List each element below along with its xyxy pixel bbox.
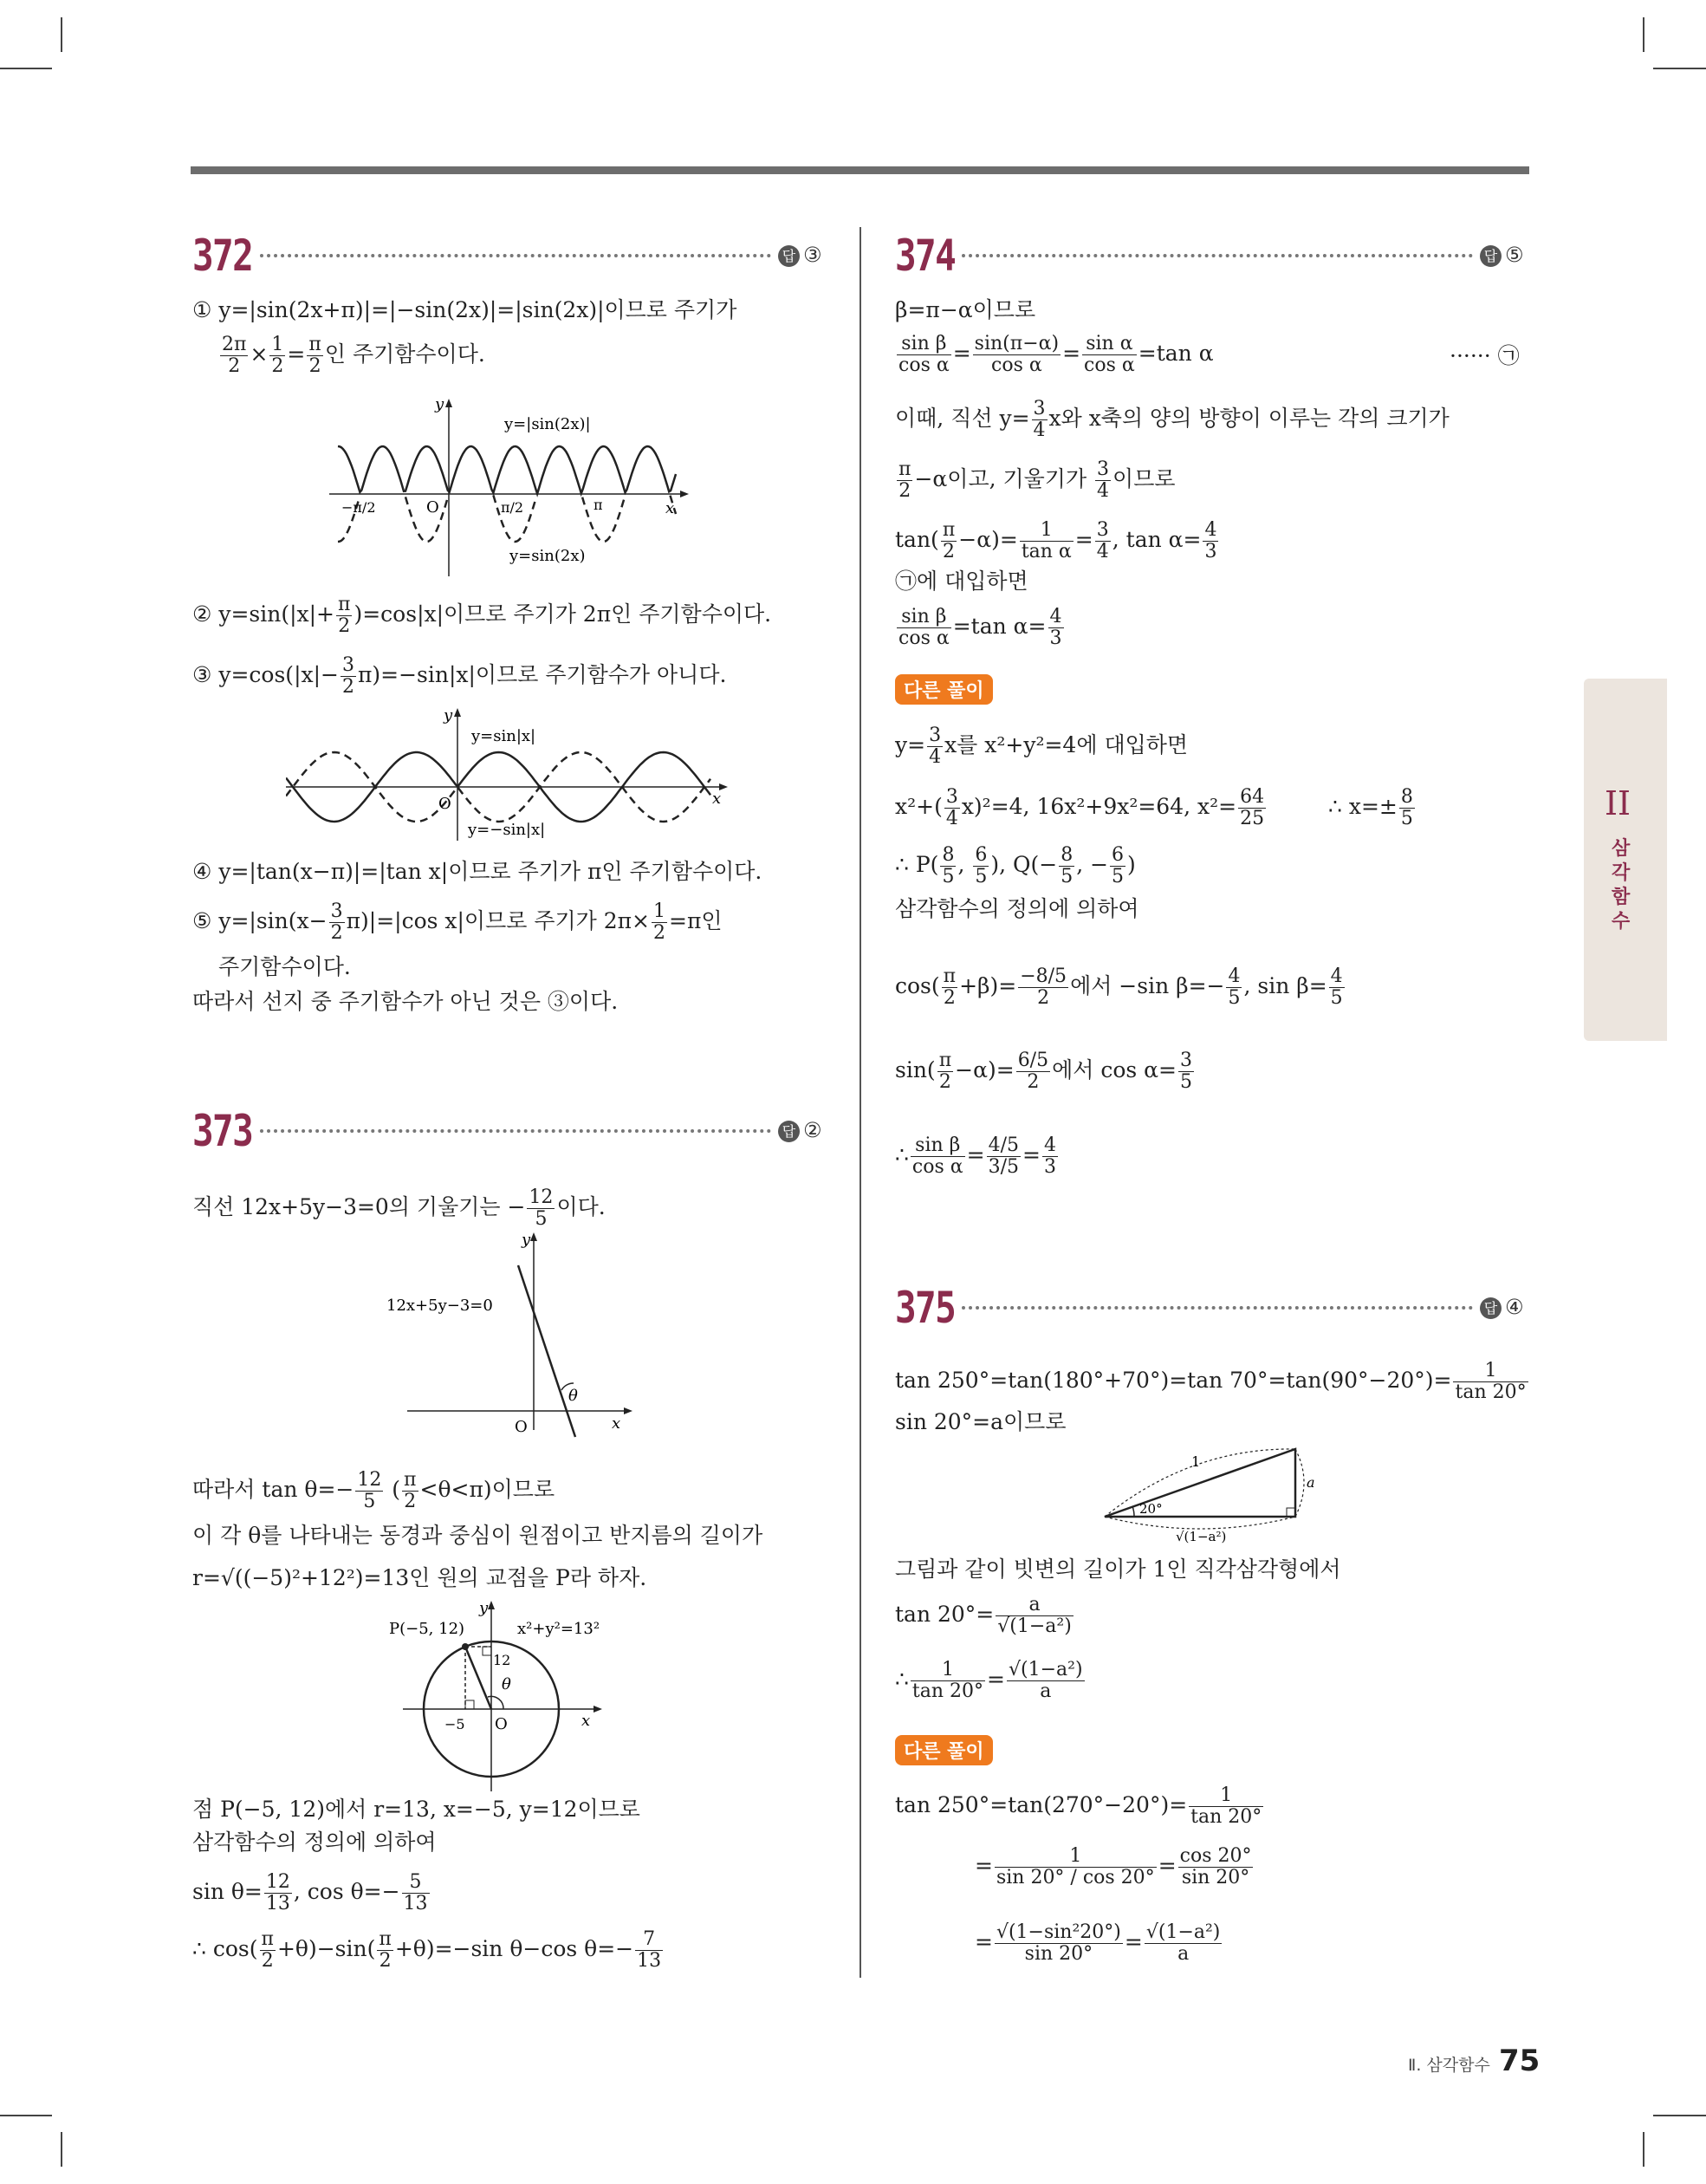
axis-label-x: x [665,499,675,517]
solution-line: 그림과 같이 빗변의 길이가 1인 직각삼각형에서 [895,1557,1341,1582]
column-divider [859,227,861,1978]
axis-label-x: x [712,790,722,808]
crop-mark [0,68,52,69]
solution-line: 주기함수이다. [218,954,351,979]
solution-line: ㉠에 대입하면 [895,569,1028,594]
solution-line: y= $\frac{3}{4}$ x를 x²+y²=4에 대입하면 [895,725,1189,768]
page-number: 75 [1499,2044,1541,2078]
curve-label: y=sin(2x) [509,547,586,565]
point-label: P(−5, 12) [389,1620,465,1638]
solution-line: tan 250°=tan(270°−20°)= $\frac{1}{\tan 20^\circ}$ [895,1784,1262,1828]
line-label: 12x+5y−3=0 [386,1297,493,1315]
axis-label-y: y [435,395,444,413]
circle-label: x²+y²=13² [517,1620,600,1638]
chapter-char: 각 [1612,862,1631,884]
solution-line: 점 P(−5, 12)에서 r=13, x=−5, y=12이므로 [192,1797,640,1822]
chapter-char: 수 [1612,911,1631,933]
length-label: −5 [444,1716,465,1732]
solution-line: $\frac{2\pi}{2}$ × $\frac{1}{2}$ = $\frac{\pi}{2}$ 인 주기함수이다. [222,334,485,377]
solution-line: $\frac{\pi}{2}$ −α이고, 기울기가 $\frac{3}{4}$ 이므로 [898,458,1176,502]
solution-line: tan 20°= $\frac{a}{\text{√(1−a²)}}$ [895,1594,1072,1637]
alt-solution-badge: 다른 풀이 [895,1735,993,1765]
angle-label: 20° [1139,1501,1163,1517]
answer-badge: 답 ⑤ [1480,243,1524,267]
crop-mark [61,2132,62,2167]
graph-sin2x [329,394,693,581]
leader-dots [962,1306,1473,1310]
solution-line: ∴ cos( $\frac{\pi}{2}$ +θ)−sin( $\frac{\pi}{2}$ +θ)=−sin θ−cos θ=− $\frac{7}{13}$ [192,1928,662,1972]
axis-label-x: x [581,1712,591,1730]
axis-label-y: y [479,1599,489,1617]
curve-label: y=|sin(2x)| [504,415,591,433]
graph-sin-abs-x [286,706,736,845]
length-label: 1 [1191,1453,1201,1470]
right-triangle-diagram [1096,1439,1330,1547]
length-label: 12 [493,1652,511,1668]
top-rule [191,166,1529,174]
solution-line: sin θ= $\frac{12}{13}$ , cos θ=− $\frac{5}{13}$ [192,1871,428,1914]
origin-label: O [495,1715,508,1733]
solution-line: ∴ $\frac{1}{\tan 20^\circ}$ = $\frac{\text{√(1−a²)}}{a}$ [895,1659,1083,1702]
answer-badge: 답 ③ [778,243,822,267]
solution-line: 이때, 직선 y= $\frac{3}{4}$ x와 x축의 양의 방향이 이루는 각의 크기가 [895,398,1450,441]
solution-line: β=π−α이므로 [895,297,1036,322]
solution-line: 이 각 θ를 나타내는 동경과 중심이 원점이고 반지름의 길이가 [192,1523,763,1548]
solution-line: = $\frac{1}{\sin 20^\circ / \cos 20^\circ}$ = $\frac{\cos 20^\circ}{\sin 20^\circ}$ [975,1845,1252,1888]
length-label: √(1−a²) [1176,1529,1227,1544]
axis-label-x: x [612,1414,621,1433]
crop-mark [1643,2132,1644,2167]
axis-label-y: y [444,706,453,725]
solution-line: tan 250°=tan(180°+70°)=tan 70°=tan(90°−20°)= $\frac{1}{\tan 20^\circ}$ [895,1360,1527,1403]
answer-badge: 답 ② [778,1118,822,1142]
footer-chapter: Ⅱ. 삼각함수 [1408,2056,1490,2075]
origin-label: O [515,1418,528,1436]
solution-line: ④ y=|tan(x−π)|=|tan x|이므로 주기가 π인 주기함수이다. [192,859,762,884]
crop-mark [1653,2115,1706,2116]
leader-dots [260,254,771,257]
solution-line: ∴ P( $\frac{8}{5}$ , $\frac{6}{5}$ ), Q(− $\frac{8}{5}$ , − $\frac{6}{5}$ ) [895,844,1136,887]
solution-line: x²+( $\frac{3}{4}$ x)²=4, 16x²+9x²=64, x²= $\frac{64}{25}$ ∴ x=± $\frac{8}{5}$ [895,786,1413,829]
solution-line: = $\frac{\text{√(1−sin²20°)}}{\sin 20^\circ}$ = $\frac{\text{√(1−a²)}}{a}$ [975,1921,1221,1965]
problem-number: 373 [192,1106,253,1156]
solution-line: 삼각함수의 정의에 의하여 [895,896,1139,921]
solution-line: 직선 12x+5y−3=0의 기울기는 − $\frac{12}{5}$ 이다. [192,1186,606,1230]
problem-number: 372 [192,231,253,281]
solution-line: sin( $\frac{\pi}{2}$ −α)= $\frac{6/5}{2}$ 에서 cos α= $\frac{3}{5}$ [895,1050,1192,1093]
solution-line: ⑤ y=|sin(x− $\frac{3}{2}$ π)|=|cos x|이므로 주기가 2π× $\frac{1}{2}$ =π인 [192,900,723,944]
chapter-char: 삼 [1612,838,1631,860]
tick-label: π/2 [501,499,524,516]
chapter-roman: II [1605,784,1631,822]
graph-circle [386,1599,624,1794]
angle-label: θ [568,1387,578,1405]
solution-line: 따라서 선지 중 주기함수가 아닌 것은 ③이다. [192,989,619,1014]
solution-line: $\frac{\text{sin β}}{\text{cos α}}$ =tan α= $\frac{4}{3}$ [898,606,1062,649]
tick-label: −π/2 [341,499,376,516]
solution-line: ∴ $\frac{\text{sin β}}{\text{cos α}}$ = $\frac{4/5}{3/5}$ = $\frac{4}{3}$ [895,1134,1056,1178]
solution-line: tan( $\frac{\pi}{2}$ −α)= $\frac{1}{\text{tan α}}$ = $\frac{3}{4}$ , tan α= $\frac{4}{3}$ [895,519,1217,562]
solution-line: ② y=sin(|x|+ $\frac{\pi}{2}$ )=cos|x|이므로 주기가 2π인 주기함수이다. [192,594,772,637]
solution-line: $\frac{\text{sin β}}{\text{cos α}}$ = $\frac{\sin(\pi-\alpha)}{\text{cos α}}$ = $\frac{\text{sin α}}{\text{cos α}}$ =tan α ······ ㉠ [898,333,1520,376]
length-label: a [1307,1474,1315,1491]
angle-label: θ [502,1675,511,1693]
solution-line: 따라서 tan θ=− $\frac{12}{5}$ ( $\frac{\pi}{2}$ <θ<π)이므로 [192,1469,555,1512]
origin-label: O [426,498,439,517]
leader-dots [260,1129,771,1133]
leader-dots [962,254,1473,257]
chapter-char: 함 [1612,887,1631,908]
solution-line: r=√((−5)²+12²)=13인 원의 교점을 P라 하자. [192,1565,647,1590]
alt-solution-badge: 다른 풀이 [895,674,993,705]
problem-number: 375 [895,1283,956,1333]
solution-line: ③ y=cos(|x|− $\frac{3}{2}$ π)=−sin|x|이므로 주기함수가 아니다. [192,654,727,698]
answer-badge: 답 ④ [1480,1295,1524,1319]
crop-mark [0,2115,52,2116]
origin-label: O [438,795,451,813]
crop-mark [1643,17,1644,52]
solution-line: sin 20°=a이므로 [895,1409,1067,1434]
tick-label: π [594,497,603,513]
axis-label-y: y [522,1231,531,1249]
solution-line: cos( $\frac{\pi}{2}$ +β)= $\frac{-8/5}{2}$ 에서 −sin β=− $\frac{4}{5}$ , sin β= $\frac{4}{5}$ [895,965,1343,1009]
curve-label: y=−sin|x| [468,821,546,839]
crop-mark [1653,68,1706,69]
solution-line: 삼각함수의 정의에 의하여 [192,1830,437,1855]
crop-mark [61,17,62,52]
curve-label: y=sin|x| [471,727,536,745]
graph-line-12x5y [373,1231,650,1439]
problem-number: 374 [895,231,956,281]
solution-line: ① y=|sin(2x+π)|=|−sin(2x)|=|sin(2x)|이므로 주기가 [192,297,737,322]
